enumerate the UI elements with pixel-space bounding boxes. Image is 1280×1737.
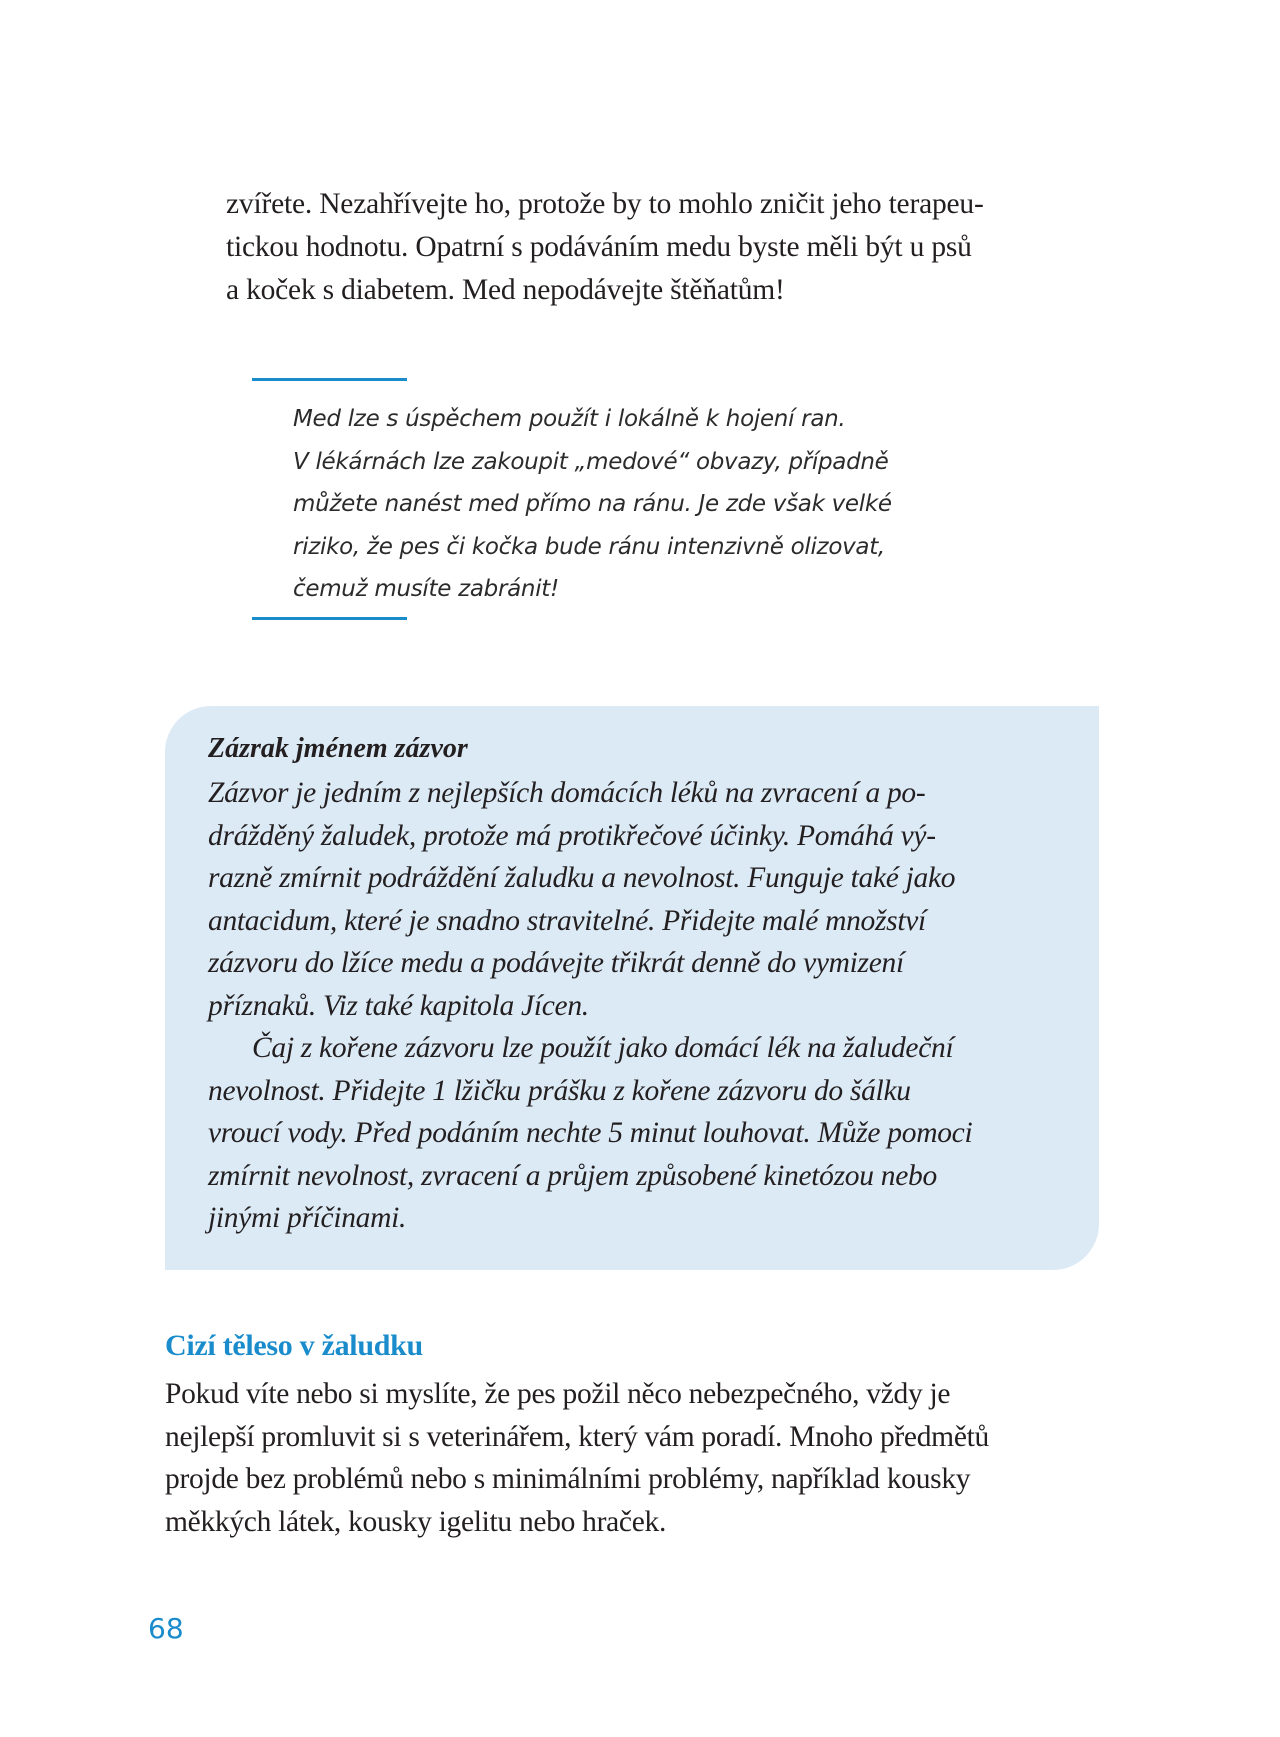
section-body xyxy=(165,1373,1105,1543)
section-line: nejlepší promluvit si s veterinářem, který vám poradí. Mnoho předmětů xyxy=(165,1420,989,1453)
box-body xyxy=(208,772,1058,1240)
box-line: drážděný žaludek, protože má protikřečové účinky. Pomáhá vý- xyxy=(208,819,936,852)
tip-line: čemuž musíte zabránit! xyxy=(293,576,559,602)
box-line: jinými příčinami. xyxy=(208,1202,407,1234)
section-heading: Cizí těleso v žaludku xyxy=(165,1329,423,1362)
intro-line: tickou hodnotu. Opatrní s podáváním medu byste měli být u psů xyxy=(226,231,972,263)
box-line: zázvoru do lžíce medu a podávejte třikrát denně do vymizení xyxy=(208,947,904,979)
box-line: Zázvor je jedním z nejlepších domácích léků na zvracení a po- xyxy=(208,777,926,809)
tip-top-rule xyxy=(252,378,407,381)
tip-bottom-rule xyxy=(252,617,407,620)
box-line: příznaků. Viz také kapitola Jícen. xyxy=(208,989,589,1022)
box-title: Zázrak jménem zázvor xyxy=(208,733,468,764)
tip-callout xyxy=(293,398,1073,611)
section-line: Pokud víte nebo si myslíte, že pes požil něco nebezpečného, vždy je xyxy=(165,1378,951,1410)
box-line: Čaj z kořene zázvoru lze použít jako domácí lék na žaludeční xyxy=(252,1032,954,1064)
section-line: projde bez problémů nebo s minimálními problémy, například kousky xyxy=(165,1463,971,1495)
page-number: 68 xyxy=(148,1612,184,1645)
box-line: nevolnost. Přidejte 1 lžičku prášku z kořene zázvoru do šálku xyxy=(208,1074,911,1107)
box-line: vroucí vody. Před podáním nechte 5 minut louhovat. Může pomoci xyxy=(208,1117,973,1149)
tip-line: můžete nanést med přímo na ránu. Je zde však velké xyxy=(293,491,892,517)
intro-line: zvířete. Nezahřívejte ho, protože by to mohlo zničit jeho terapeu- xyxy=(226,188,984,220)
tip-line: riziko, že pes či kočka bude ránu intenzivně olizovat, xyxy=(293,533,885,560)
box-line: zmírnit nevolnost, zvracení a průjem způsobené kinetózou nebo xyxy=(208,1159,937,1192)
box-line: antacidum, které je snadno stravitelné. Přidejte malé množství xyxy=(208,904,926,937)
tip-line: Med lze s úspěchem použít i lokálně k hojení ran. xyxy=(293,406,846,432)
box-line: razně zmírnit podráždění žaludku a nevolnost. Funguje také jako xyxy=(208,862,956,894)
intro-line: a koček s diabetem. Med nepodávejte štěňatům! xyxy=(226,274,785,306)
section-line: měkkých látek, kousky igelitu nebo hraček. xyxy=(165,1505,667,1538)
intro-paragraph xyxy=(226,183,1106,312)
tip-line: V lékárnách lze zakoupit „medové“ obvazy, případně xyxy=(293,448,889,475)
